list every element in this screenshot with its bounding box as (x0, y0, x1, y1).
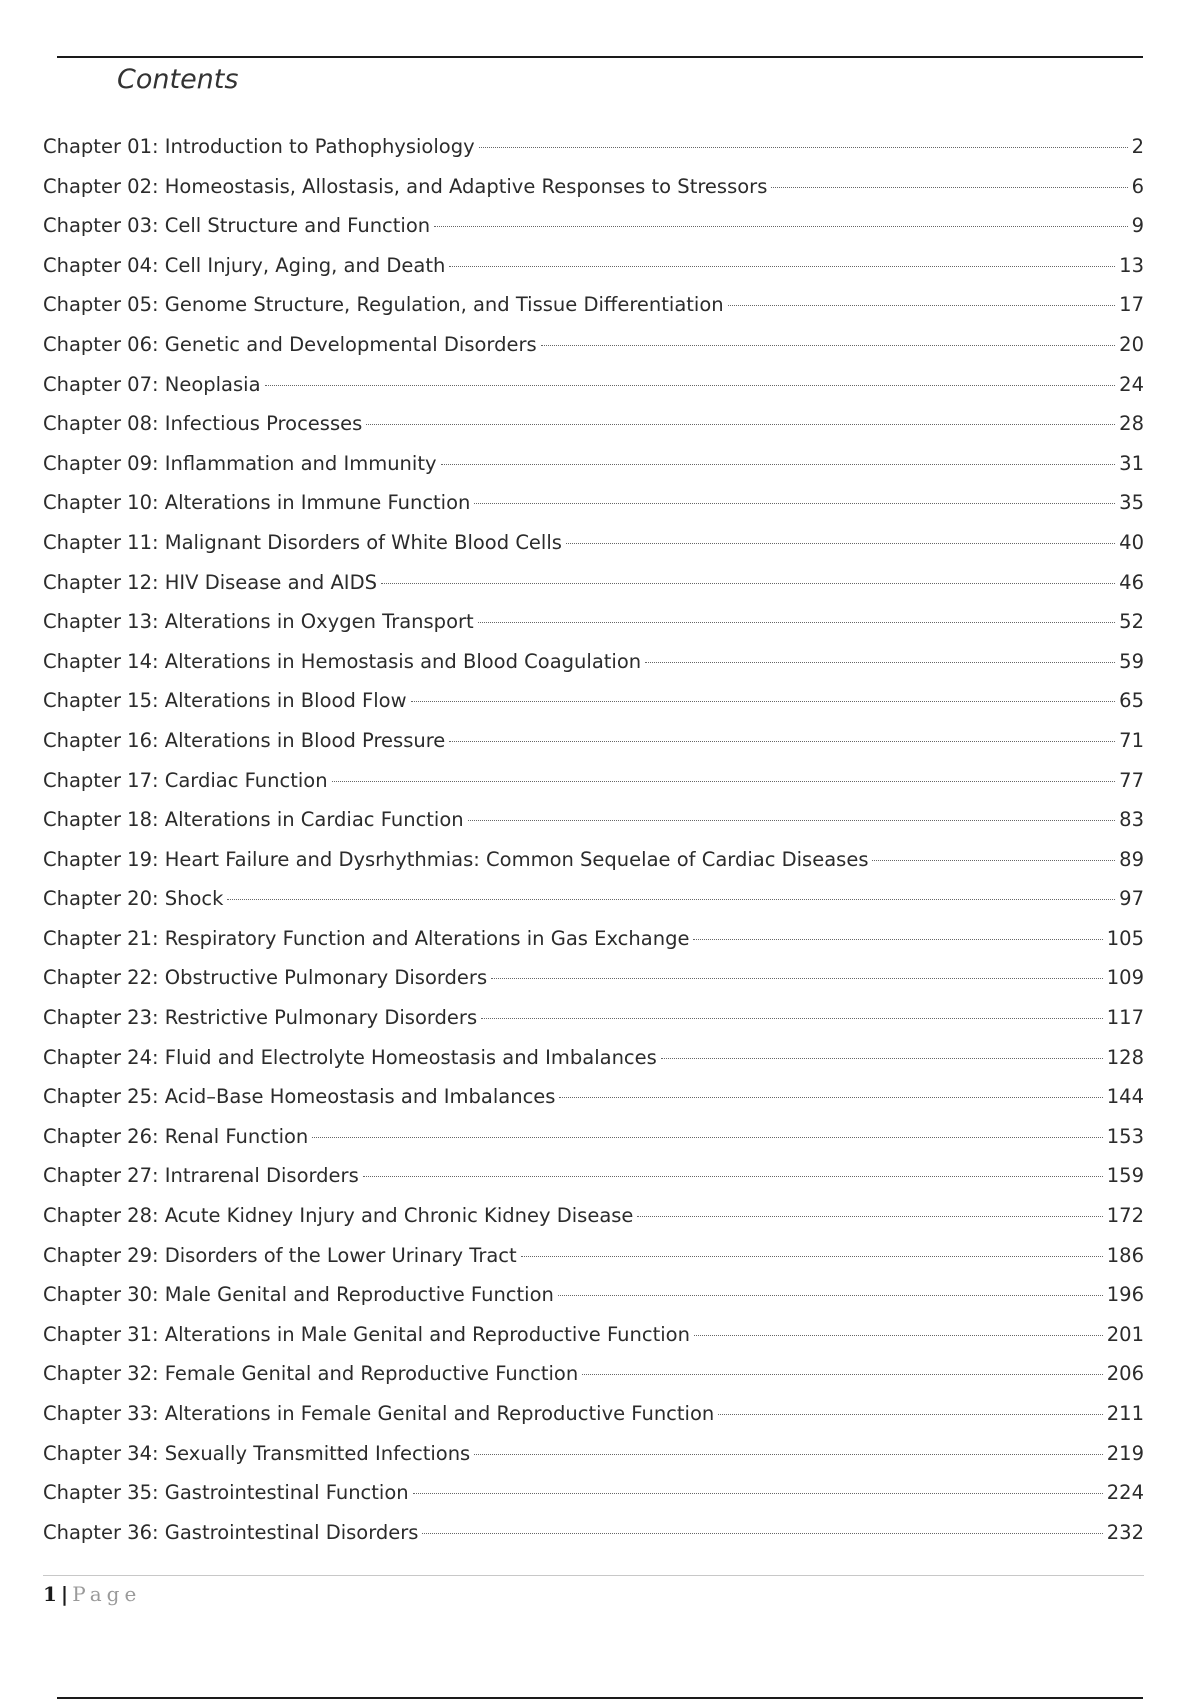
toc-entry-page: 159 (1106, 1164, 1144, 1188)
toc-entry-label: Chapter 10: Alterations in Immune Function (43, 491, 471, 515)
dot-leader (694, 1335, 1103, 1336)
toc-entry-page: 211 (1106, 1402, 1144, 1425)
toc-entry-page: 65 (1119, 689, 1144, 713)
toc-entry[interactable] (43, 404, 1144, 444)
toc-entry-label: Chapter 08: Infectious Processes (43, 412, 363, 436)
toc-entry-page: 97 (1119, 887, 1144, 911)
toc-entry-page: 2 (1131, 135, 1144, 158)
footer-rule (43, 1575, 1144, 1576)
dot-leader (434, 226, 1127, 227)
toc-entry-page: 206 (1106, 1362, 1144, 1386)
toc-entry-label: Chapter 26: Renal Function (43, 1124, 309, 1148)
dot-leader (413, 1493, 1103, 1494)
footer-page-number: 1 (43, 1582, 57, 1606)
toc-entry-page: 59 (1119, 649, 1144, 673)
toc-entry-page: 71 (1119, 728, 1144, 752)
dot-leader (474, 1454, 1103, 1455)
toc-entry[interactable] (43, 602, 1144, 642)
toc-entry-page: 83 (1119, 808, 1144, 832)
toc-entry-label: Chapter 06: Genetic and Developmental Disorders (43, 332, 537, 356)
toc-entry-page: 77 (1119, 768, 1144, 792)
toc-entry-page: 201 (1106, 1322, 1144, 1346)
toc-entry-page: 89 (1119, 847, 1144, 871)
contents-title: Contents (117, 64, 239, 95)
dot-leader (381, 583, 1115, 584)
toc-entry-label: Chapter 27: Intrarenal Disorders (43, 1164, 359, 1188)
toc-entry-label: Chapter 25: Acid–Base Homeostasis and Imbalances (43, 1085, 556, 1109)
toc-entry-label: Chapter 22: Obstructive Pulmonary Disorders (43, 966, 488, 990)
toc-entry[interactable] (43, 563, 1144, 603)
toc-entry-label: Chapter 15: Alterations in Blood Flow (43, 689, 407, 713)
dot-leader (468, 820, 1116, 821)
toc-entry-page: 9 (1131, 214, 1144, 238)
toc-entry-page: 28 (1119, 412, 1144, 436)
toc-entry-page: 219 (1106, 1441, 1144, 1465)
toc-entry-page: 31 (1119, 451, 1144, 475)
toc-entry[interactable] (43, 998, 1144, 1038)
toc-entry-label: Chapter 33: Alterations in Female Genital and Reproductive Function (43, 1402, 715, 1425)
toc-entry-page: 35 (1119, 491, 1144, 515)
toc-entry-page: 17 (1119, 293, 1144, 317)
dot-leader (566, 543, 1115, 544)
dot-leader (637, 1216, 1102, 1217)
toc-entry-label: Chapter 17: Cardiac Function (43, 768, 328, 792)
dot-leader (332, 781, 1116, 782)
dot-leader (265, 385, 1116, 386)
toc-entry-label: Chapter 11: Malignant Disorders of White Blood Cells (43, 530, 562, 554)
toc-entry[interactable] (43, 721, 1144, 761)
toc-entry-page: 128 (1106, 1045, 1144, 1069)
toc-entry-label: Chapter 32: Female Genital and Reproductive Function (43, 1362, 579, 1386)
dot-leader (366, 424, 1115, 425)
toc-entry-label: Chapter 02: Homeostasis, Allostasis, and Adaptive Responses to Stressors (43, 174, 768, 198)
toc-entry[interactable] (43, 1473, 1144, 1513)
dot-leader (521, 1256, 1103, 1257)
toc-entry[interactable] (43, 246, 1144, 286)
toc-entry[interactable] (43, 127, 1144, 167)
toc-entry-page: 109 (1106, 966, 1144, 990)
dot-leader (478, 622, 1116, 623)
dot-leader (728, 305, 1116, 306)
footer-page-label: Page (72, 1582, 142, 1606)
dot-leader (474, 503, 1115, 504)
header-rule (57, 56, 1143, 58)
toc-entry[interactable] (43, 325, 1144, 365)
toc-entry[interactable] (43, 642, 1144, 682)
toc-entry-page: 144 (1106, 1085, 1144, 1109)
dot-leader (693, 939, 1102, 940)
toc-entry-label: Chapter 13: Alterations in Oxygen Transport (43, 610, 474, 634)
toc-entry[interactable] (43, 1513, 1144, 1553)
toc-entry[interactable] (43, 761, 1144, 801)
toc-entry[interactable] (43, 1275, 1144, 1315)
dot-leader (481, 1018, 1103, 1019)
toc-entry[interactable] (43, 1354, 1144, 1394)
dot-leader (227, 899, 1115, 900)
toc-entry-page: 224 (1106, 1481, 1144, 1505)
toc-entry-label: Chapter 28: Acute Kidney Injury and Chronic Kidney Disease (43, 1204, 634, 1228)
toc-entry-page: 105 (1106, 926, 1144, 950)
page-bottom-rule (57, 1697, 1143, 1699)
dot-leader (312, 1137, 1102, 1138)
toc-entry[interactable] (43, 365, 1144, 405)
toc-list (43, 127, 1144, 1552)
dot-leader (718, 1414, 1103, 1415)
toc-entry[interactable] (43, 1236, 1144, 1276)
toc-entry-label: Chapter 03: Cell Structure and Function (43, 214, 431, 238)
toc-entry-page: 40 (1119, 530, 1144, 554)
dot-leader (449, 741, 1115, 742)
dot-leader (771, 187, 1127, 188)
toc-entry-page: 186 (1106, 1243, 1144, 1267)
toc-entry-label: Chapter 23: Restrictive Pulmonary Disorders (43, 1006, 478, 1030)
toc-entry[interactable] (43, 840, 1144, 880)
toc-entry[interactable] (43, 958, 1144, 998)
toc-entry[interactable] (43, 1156, 1144, 1196)
toc-entry-label: Chapter 36: Gastrointestinal Disorders (43, 1520, 419, 1544)
toc-entry[interactable] (43, 285, 1144, 325)
dot-leader (558, 1295, 1103, 1296)
toc-entry[interactable] (43, 444, 1144, 484)
toc-entry-page: 52 (1119, 610, 1144, 634)
dot-leader (541, 345, 1116, 346)
toc-entry[interactable] (43, 1315, 1144, 1355)
toc-entry-label: Chapter 31: Alterations in Male Genital and Reproductive Function (43, 1322, 690, 1346)
toc-entry-label: Chapter 29: Disorders of the Lower Urinary Tract (43, 1243, 517, 1267)
dot-leader (422, 1533, 1102, 1534)
toc-entry-label: Chapter 35: Gastrointestinal Function (43, 1481, 409, 1505)
toc-entry[interactable] (43, 800, 1144, 840)
toc-entry[interactable] (43, 681, 1144, 721)
toc-entry-label: Chapter 04: Cell Injury, Aging, and Death (43, 253, 446, 277)
toc-entry[interactable] (43, 206, 1144, 246)
toc-entry[interactable] (43, 1077, 1144, 1117)
toc-entry-label: Chapter 20: Shock (43, 887, 224, 911)
dot-leader (661, 1058, 1103, 1059)
dot-leader (645, 662, 1115, 663)
toc-entry-page: 24 (1119, 372, 1144, 396)
toc-entry-page: 46 (1119, 570, 1144, 594)
toc-entry-label: Chapter 24: Fluid and Electrolyte Homeostasis and Imbalances (43, 1045, 657, 1069)
toc-entry[interactable] (43, 167, 1144, 207)
toc-entry-label: Chapter 14: Alterations in Hemostasis and Blood Coagulation (43, 649, 642, 673)
toc-entry-label: Chapter 16: Alterations in Blood Pressure (43, 728, 446, 752)
toc-entry-label: Chapter 01: Introduction to Pathophysiology (43, 135, 475, 158)
toc-entry-label: Chapter 30: Male Genital and Reproductive Function (43, 1283, 554, 1307)
dot-leader (582, 1374, 1103, 1375)
toc-entry[interactable] (43, 1394, 1144, 1434)
dot-leader (491, 978, 1103, 979)
toc-entry-page: 13 (1119, 253, 1144, 277)
toc-entry[interactable] (43, 1196, 1144, 1236)
toc-entry-label: Chapter 34: Sexually Transmitted Infections (43, 1441, 471, 1465)
toc-entry[interactable] (43, 523, 1144, 563)
toc-entry-page: 172 (1106, 1204, 1144, 1228)
toc-entry[interactable] (43, 1117, 1144, 1157)
toc-entry-page: 117 (1106, 1006, 1144, 1030)
dot-leader (479, 147, 1128, 148)
toc-entry-page: 6 (1131, 174, 1144, 198)
toc-entry[interactable] (43, 879, 1144, 919)
toc-entry-label: Chapter 12: HIV Disease and AIDS (43, 570, 377, 594)
dot-leader (441, 464, 1116, 465)
toc-entry-page: 196 (1106, 1283, 1144, 1307)
page-footer (43, 1581, 141, 1607)
dot-leader (872, 860, 1115, 861)
dot-leader (449, 266, 1115, 267)
toc-entry-page: 20 (1119, 332, 1144, 356)
toc-entry-page: 232 (1106, 1520, 1144, 1544)
toc-entry-label: Chapter 09: Inflammation and Immunity (43, 451, 437, 475)
toc-entry-label: Chapter 19: Heart Failure and Dysrhythmias: Common Sequelae of Cardiac Diseases (43, 847, 869, 871)
dot-leader (411, 701, 1116, 702)
toc-entry[interactable] (43, 1038, 1144, 1078)
toc-entry-label: Chapter 07: Neoplasia (43, 372, 261, 396)
toc-entry-page: 153 (1106, 1124, 1144, 1148)
dot-leader (559, 1097, 1102, 1098)
toc-entry[interactable] (43, 1434, 1144, 1474)
footer-separator: | (60, 1582, 69, 1606)
toc-entry[interactable] (43, 919, 1144, 959)
toc-entry[interactable] (43, 483, 1144, 523)
toc-entry-label: Chapter 21: Respiratory Function and Alterations in Gas Exchange (43, 926, 690, 950)
dot-leader (363, 1176, 1103, 1177)
toc-entry-label: Chapter 18: Alterations in Cardiac Function (43, 808, 464, 832)
toc-entry-label: Chapter 05: Genome Structure, Regulation, and Tissue Differentiation (43, 293, 724, 317)
